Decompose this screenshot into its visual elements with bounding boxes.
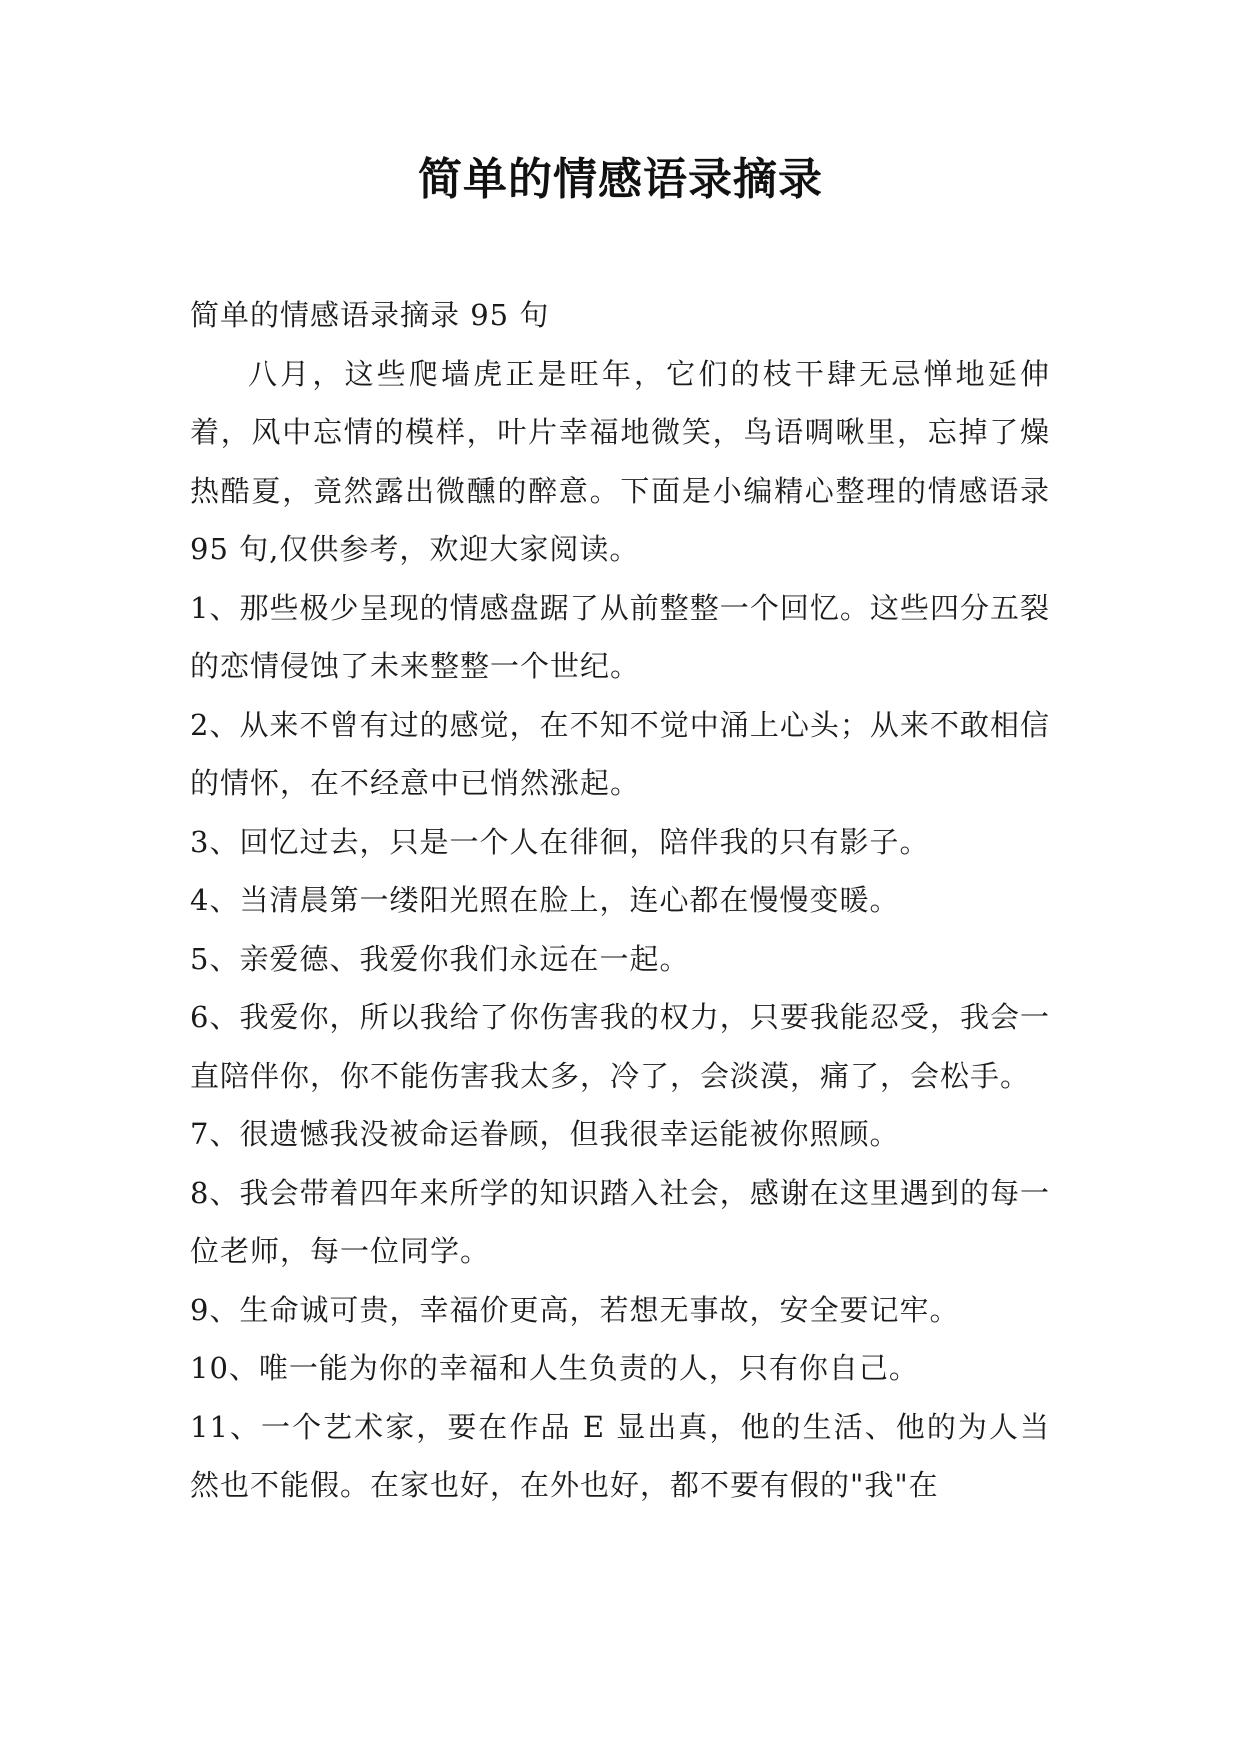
document-subtitle: 简单的情感语录摘录 95 句	[190, 298, 550, 332]
list-item: 9、生命诚可贵，幸福价更高，若想无事故，安全要记牢。	[190, 1292, 960, 1327]
list-item: 8、我会带着四年来所学的知识踏入社会，感谢在这里遇到的每一位老师，每一位同学。	[190, 1175, 1050, 1268]
list-item: 7、很遗憾我没被命运眷顾，但我很幸运能被你照顾。	[190, 1117, 900, 1151]
list-item: 10、唯一能为你的幸福和人生负责的人，只有你自己。	[190, 1351, 919, 1385]
list-item: 6、我爱你，所以我给了你伤害我的权力，只要我能忍受，我会一直陪伴你，你不能伤害我太多，冷了，会淡漠，痛了，会松手。	[190, 1000, 1050, 1093]
list-item: 4、当清晨第一缕阳光照在脸上，连心都在慢慢变暖。	[190, 883, 900, 917]
list-item: 5、亲爱德、我爱你我们永远在一起。	[190, 941, 690, 976]
list-item: 3、回忆过去，只是一个人在徘徊，陪伴我的只有影子。	[190, 824, 930, 859]
intro-paragraph: 八月，这些爬墙虎正是旺年，它们的枝干肆无忌惮地延伸着，风中忘情的模样，叶片幸福地微笑，鸟语啁啾里，忘掉了燥热酷夏，竟然露出微醺的醉意。下面是小编精心整理的情感语录 95 句,仅供参考，欢迎大家阅读。	[190, 356, 1050, 566]
list-item: 11、一个艺术家，要在作品 E 显出真，他的生活、他的为人当然也不能假。在家也好，在外也好，都不要有假的"我"在	[190, 1409, 1050, 1502]
document-body	[190, 286, 1050, 1515]
list-item: 1、那些极少呈现的情感盘踞了从前整整一个回忆。这些四分五裂的恋情侵蚀了未来整整一个世纪。	[190, 590, 1050, 683]
list-item: 2、从来不曾有过的感觉，在不知不觉中涌上心头；从来不敢相信的情怀，在不经意中已悄然涨起。	[190, 707, 1050, 800]
document-title: 简单的情感语录摘录	[418, 154, 823, 205]
